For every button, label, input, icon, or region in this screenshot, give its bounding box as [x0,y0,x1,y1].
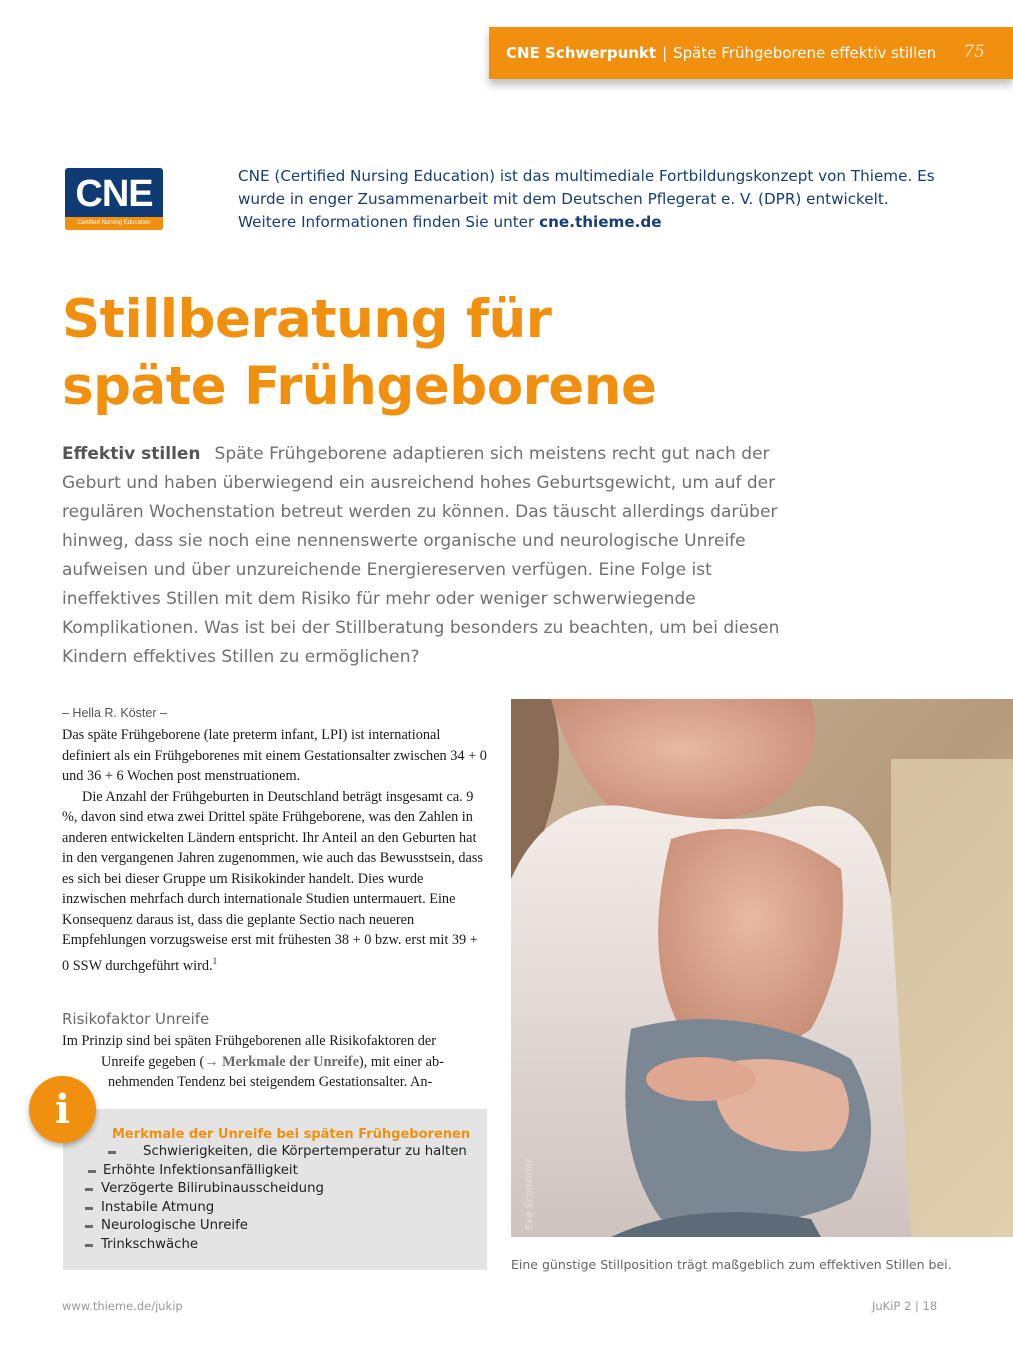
photo-caption: Eine günstige Stillposition trägt maßgeblich zum effektiven Stillen bei. [511,1257,952,1272]
list-item-text: Trinkschwäche [101,1236,199,1252]
body-paragraph-3-line-2 [62,1052,488,1073]
cne-intro-line-1: CNE (Certified Nursing Education) ist das multimediale Fortbildungskonzept von Thieme. Es [238,167,935,185]
bullet-dash-icon [88,1170,96,1173]
cne-intro-line-3-prefix: Weitere Informationen finden Sie unter [238,213,540,231]
info-box [63,1109,487,1270]
list-item [63,1143,467,1162]
body-paragraph-1: Das späte Frühgeborene (late preterm infant, LPI) ist international definiert als ein Frühgeborenes mit einem Gestationsalter zwischen 34 + 0 und 36 + 6 Wochen post menstruationem. [62,727,487,784]
body-paragraph-3-line-1: Im Prinzip sind bei späten Frühgeborenen alle Risikofaktoren der [62,1033,437,1049]
cne-intro [238,165,938,234]
section-header-text [506,44,936,62]
list-item [63,1180,467,1199]
footer-website: www.thieme.de/jukip [62,1299,183,1313]
lead-text: Späte Frühgeborene adaptieren sich meistens recht gut nach der Geburt und haben überwiegend ein ausreichend hohes Geburtsgewicht, um auf der regulären Wochenstation betreut werden zu können. Das täuscht allerdings darüber hinweg, dass sie noch eine nennenswerte organische und neurologische Unreife aufweisen und über unzureichende Energiereserven verfügen. Eine Folge ist ineffektives Stillen mit dem Risiko für mehr oder weniger schwerwiegende Komplikationen. Was ist bei der Stillberatung besonders zu beachten, um bei diesen Kindern effektives Stillen zu ermöglichen? [62,444,780,667]
list-item [63,1236,467,1255]
list-item-text: Erhöhte Infektionsanfälligkeit [103,1162,298,1178]
list-item [63,1162,467,1181]
list-item [63,1217,467,1236]
body-column-top [62,725,488,976]
body-paragraph-2-text: Die Anzahl der Frühgeburten in Deutschland beträgt insgesamt ca. 9 %, davon sind etwa zwei Drittel späte Frühgeborene, was den Zahlen in anderen entwickelten Ländern entspricht. Ihr Anteil an den Geburten hat in den vergangenen Jahren zugenommen, wie auch das Bewusstsein, dass es sich bei dieser Gruppe um Risikokinder handelt. Dies wurde inzwischen mehrfach durch internationale Studien untermauert. Eine Konsequenz daraus ist, dass die geplante Sectio nach neueren Empfehlungen vorzugsweise erst mit frühesten 38 + 0 bzw. erst mit 39 + 0 SSW durchgeführt wird. [62,788,483,974]
body-column-bottom [62,1031,488,1093]
page-number: 75 [963,42,985,62]
article-title-line-1: Stillberatung für [62,289,552,350]
p3-line-2-prefix: Unreife gegeben ( [101,1053,205,1070]
p3-line-2-suffix: ), mit einer ab- [358,1053,444,1070]
info-icon: i [29,1076,96,1143]
bullet-dash-icon [108,1151,116,1154]
list-item-text: Instabile Atmung [101,1199,215,1215]
body-paragraph-2 [62,787,488,976]
breastfeeding-photo [511,699,1013,1237]
article-title [62,286,656,420]
cne-website-link[interactable]: cne.thieme.de [539,213,662,231]
author-byline: – Hella R. Köster – [62,706,167,720]
cne-logo [65,168,163,230]
photo-credit: Eva Schneider [524,1158,535,1230]
list-item [63,1199,467,1218]
list-item-text: Schwierigkeiten, die Körpertemperatur zu halten [143,1144,467,1159]
bullet-dash-icon [85,1188,93,1191]
subheading-risk-factor: Risikofaktor Unreife [62,1010,210,1028]
list-item-text: Verzögerte Bilirubinausscheidung [101,1181,324,1197]
section-label: CNE Schwerpunkt [506,44,657,62]
section-topic: Späte Frühgeborene effektiv stillen [673,44,937,62]
footer-issue: JuKiP 2 | 18 [872,1299,938,1313]
article-lead [62,440,782,672]
cross-ref-arrow-icon: → [204,1053,219,1070]
footnote-marker[interactable]: 1 [212,955,218,966]
bullet-dash-icon [85,1244,93,1247]
bullet-dash-icon [85,1207,93,1210]
cross-ref-link[interactable]: Merkmale der Unreife [222,1053,359,1070]
info-box-title: Merkmale der Unreife bei späten Frühgeborenen [112,1127,471,1142]
cne-intro-line-2: wurde in enger Zusammenarbeit mit dem Deutschen Pflegerat e. V. (DPR) entwickelt. [238,190,889,208]
bullet-dash-icon [85,1225,93,1228]
article-title-line-2: späte Frühgeborene [62,356,657,417]
lead-kicker: Effektiv stillen [62,444,201,464]
cne-intro-line-3 [238,211,938,234]
list-item-text: Neurologische Unreife [101,1218,248,1234]
cne-logo-subtitle: Certified Nursing Education [65,217,163,230]
header-separator: | [662,44,668,62]
photo-illustration [511,699,1013,1237]
section-header-bar [489,27,1013,79]
cne-logo-text: CNE [75,173,153,215]
info-box-list [63,1143,467,1255]
body-paragraph-3-line-3: nehmenden Tendenz bei steigendem Gestationsalter. An- [108,1074,433,1090]
